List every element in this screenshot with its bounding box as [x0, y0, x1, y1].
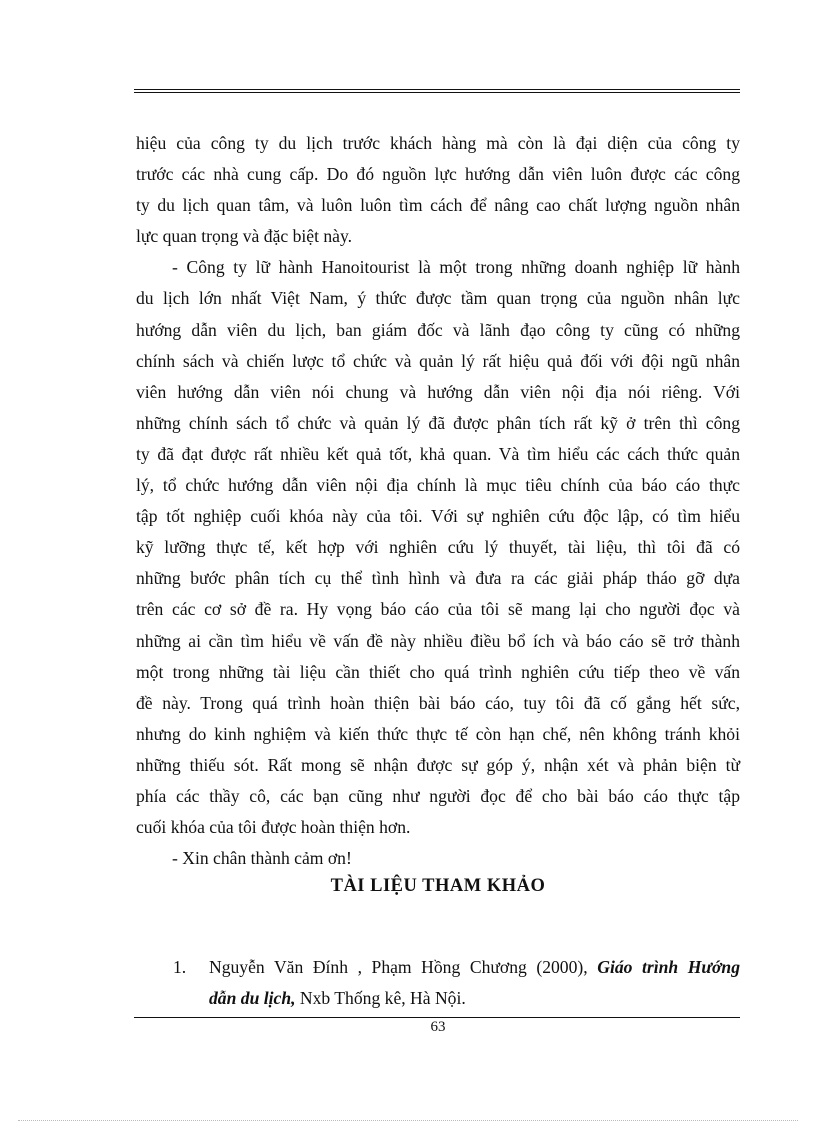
body-line: du lịch lớn nhất Việt Nam, ý thức được tầm quan trọng của nguồn nhân lực	[136, 288, 740, 309]
page-number: 63	[430, 1019, 446, 1035]
body-line: ty đã đạt được rất nhiều kết quả tốt, khả quan. Và tìm hiểu các cách thức quản	[136, 443, 740, 464]
reference-number: 1.	[173, 957, 187, 977]
body-line: một trong những tài liệu cần thiết cho quá trình nghiên cứu tiếp theo về vấn	[136, 661, 740, 682]
body-line: những bước phân tích cụ thể tình hình và đưa ra các giải pháp tháo gỡ dựa	[136, 568, 740, 589]
body-line: lý, tổ chức hướng dẫn viên nội địa chính là mục tiêu chính của báo cáo thực	[136, 475, 740, 496]
reference-title: dẫn du lịch,	[209, 988, 296, 1008]
body-line: trước các nhà cung cấp. Do đó nguồn lực hướng dẫn viên luôn được các công	[136, 164, 740, 185]
reference-item	[173, 952, 740, 1014]
body-line: kỹ lưỡng thực tế, kết hợp với nghiên cứu lý thuyết, tài liệu, thì tôi đã có	[136, 537, 740, 558]
body-line: đề này. Trong quá trình hoàn thiện bài báo cáo, tuy tôi đã cố gắng hết sức,	[136, 692, 740, 713]
body-line: phía các thầy cô, các bạn cũng như người đọc để cho bài báo cáo thực tập	[136, 785, 740, 806]
page-edge-dotted-line	[18, 1120, 798, 1121]
reference-authors: Nguyễn Văn Đính , Phạm Hồng Chương (2000),	[209, 957, 598, 977]
body-line: viên hướng dẫn viên nói chung và hướng dẫn viên nội địa nói riêng. Với	[136, 381, 740, 402]
references-heading: TÀI LIỆU THAM KHẢO	[330, 876, 546, 896]
body-line: chính sách và chiến lược tổ chức và quản lý rất hiệu quả đối với đội ngũ nhân	[136, 350, 740, 371]
header-double-rule	[134, 89, 740, 93]
body-line: những chính sách tổ chức và quản lý đã được phân tích rất kỹ ở trên thì công	[136, 412, 740, 433]
body-line: lực quan trọng và đặc biệt này.	[136, 226, 353, 247]
body-line: tập tốt nghiệp cuối khóa này của tôi. Với sự nghiên cứu độc lập, có tìm hiểu	[136, 506, 740, 527]
reference-line	[209, 983, 740, 1014]
body-line: những thiếu sót. Rất mong sẽ nhận được sự góp ý, nhận xét và phản biện từ	[136, 754, 740, 775]
reference-text	[209, 952, 740, 1014]
body-line: ty du lịch quan tâm, và luôn luôn tìm cách để nâng cao chất lượng nguồn nhân	[136, 195, 740, 216]
body-text	[136, 128, 740, 874]
body-line: những ai cần tìm hiểu về vấn đề này nhiều điều bổ ích và báo cáo sẽ trở thành	[136, 630, 740, 651]
footer-rule	[134, 1017, 740, 1018]
body-line: - Xin chân thành cảm ơn!	[172, 848, 352, 869]
body-line: hiệu của công ty du lịch trước khách hàng mà còn là đại diện của công ty	[136, 133, 740, 153]
body-line: nhưng do kinh nghiệm và kiến thức thực tế còn hạn chế, nên không tránh khỏi	[136, 723, 740, 744]
body-line: - Công ty lữ hành Hanoitourist là một trong những doanh nghiệp lữ hành	[172, 257, 740, 278]
body-line: trên các cơ sở đề ra. Hy vọng báo cáo của tôi sẽ mang lại cho người đọc và	[136, 599, 740, 620]
reference-title: Giáo trình Hướng	[597, 957, 740, 977]
reference-line	[209, 952, 740, 983]
body-line: hướng dẫn viên du lịch, ban giám đốc và lãnh đạo công ty cũng có những	[136, 319, 740, 340]
body-line: cuối khóa của tôi được hoàn thiện hơn.	[136, 817, 411, 838]
reference-publisher: Nxb Thống kê, Hà Nội.	[295, 988, 466, 1008]
